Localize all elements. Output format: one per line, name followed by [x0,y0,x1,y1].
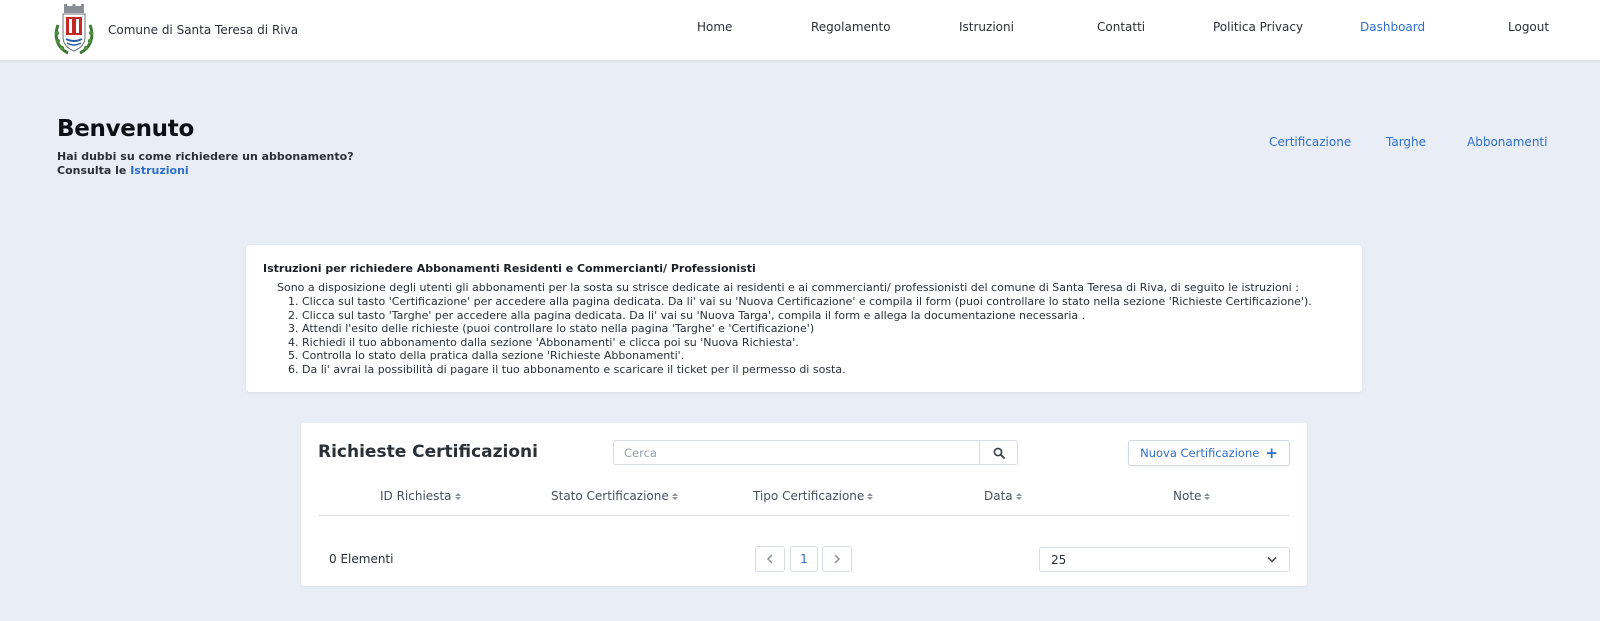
instruction-step: 4. Richiedi il tuo abbonamento dalla sezione 'Abbonamenti' e clicca poi su 'Nuova Richiesta'. [288,335,799,349]
column-header-note[interactable] [1173,489,1210,503]
sort-icon [1016,491,1022,501]
column-header-id-richiesta[interactable] [380,489,461,503]
column-header-data[interactable] [984,489,1022,503]
help-prefix: Consulta le [57,164,131,177]
search-icon [993,447,1005,459]
next-page-button[interactable] [822,546,852,572]
column-label: Stato Certificazione [551,489,669,503]
page-title: Benvenuto [57,116,194,142]
column-header-tipo-certificazione[interactable] [753,489,873,503]
crest-logo-icon [52,3,96,57]
certifications-table-card [301,423,1307,586]
column-label: ID Richiesta [380,489,452,503]
help-text [57,150,354,178]
search-button[interactable] [979,441,1017,464]
new-certification-button[interactable] [1128,440,1290,466]
municipality-name: Comune di Santa Teresa di Riva [108,23,299,37]
chevron-right-icon [833,554,841,564]
istruzioni-link[interactable]: Istruzioni [130,164,189,177]
nav-istruzioni[interactable]: Istruzioni [959,20,1014,34]
item-count: 0 Elementi [329,552,394,566]
column-label: Tipo Certificazione [753,489,865,503]
nav-home[interactable]: Home [697,20,733,34]
new-certification-label: Nuova Certificazione [1140,446,1260,460]
instruction-step: 2. Clicca sul tasto 'Targhe' per accedere alla pagina dedicata. Da li' vai su 'Nuova Targa', compila il form e allega la documentazione necessaria . [288,308,1086,322]
column-label: Data [984,489,1013,503]
instruction-step: 6. Da li' avrai la possibilità di pagare il tuo abbonamento e scaricare il ticket per il permesso di sosta. [288,362,846,376]
chevron-left-icon [766,554,774,564]
sort-icon [1204,491,1210,501]
column-label: Note [1173,489,1202,503]
help-line [57,164,354,178]
search-box [613,440,1018,465]
instruction-step: 1. Clicca sul tasto 'Certificazione' per accedere alla pagina dedicata. Da li' vai su 'Nuova Certificazione' e compila il form (puoi controllare lo stato nella sezione 'Richieste Certificazione'). [288,295,1312,308]
instructions-card [246,245,1362,392]
sort-icon [867,491,873,501]
search-input[interactable] [614,441,979,464]
page-number-button[interactable]: 1 [790,546,818,572]
page-size-value: 25 [1051,552,1067,567]
instructions-intro: Sono a disposizione degli utenti gli abbonamenti per la sosta su strisce dedicate ai residenti e ai commercianti/ professionisti del comune di Santa Teresa di Riva, di seguito le istruzioni : [277,281,1299,294]
instructions-steps [288,295,1312,376]
subnav-targhe[interactable]: Targhe [1386,135,1427,149]
brand[interactable] [52,2,298,58]
nav-regolamento[interactable]: Regolamento [811,20,891,34]
instruction-step: 5. Controlla lo stato della pratica dalla sezione 'Richieste Abbonamenti'. [288,349,685,362]
subnav-certificazione[interactable]: Certificazione [1269,135,1352,149]
instruction-step: 3. Attendi l'esito delle richieste (puoi controllare lo stato nella pagina 'Targhe' e 'Certificazione') [288,322,815,335]
help-question: Hai dubbi su come richiedere un abbonamento? [57,150,354,163]
subnav-abbonamenti[interactable]: Abbonamenti [1467,135,1548,149]
column-header-stato-certificazione[interactable] [551,489,678,503]
nav-logout[interactable]: Logout [1508,20,1550,34]
nav-dashboard[interactable]: Dashboard [1360,20,1426,34]
table-title: Richieste Certificazioni [318,442,538,462]
sort-icon [455,491,461,501]
top-navbar [0,0,1600,60]
chevron-down-icon [1267,556,1277,563]
instructions-title: Istruzioni per richiedere Abbonamenti Residenti e Commercianti/ Professionisti [263,262,756,275]
table-header-divider [318,515,1290,516]
sort-icon [672,491,678,501]
prev-page-button[interactable] [755,546,785,572]
plus-icon: + [1265,443,1278,462]
page-size-select[interactable] [1039,547,1290,572]
nav-contatti[interactable]: Contatti [1097,20,1146,34]
nav-politica-privacy[interactable]: Politica Privacy [1213,20,1304,34]
